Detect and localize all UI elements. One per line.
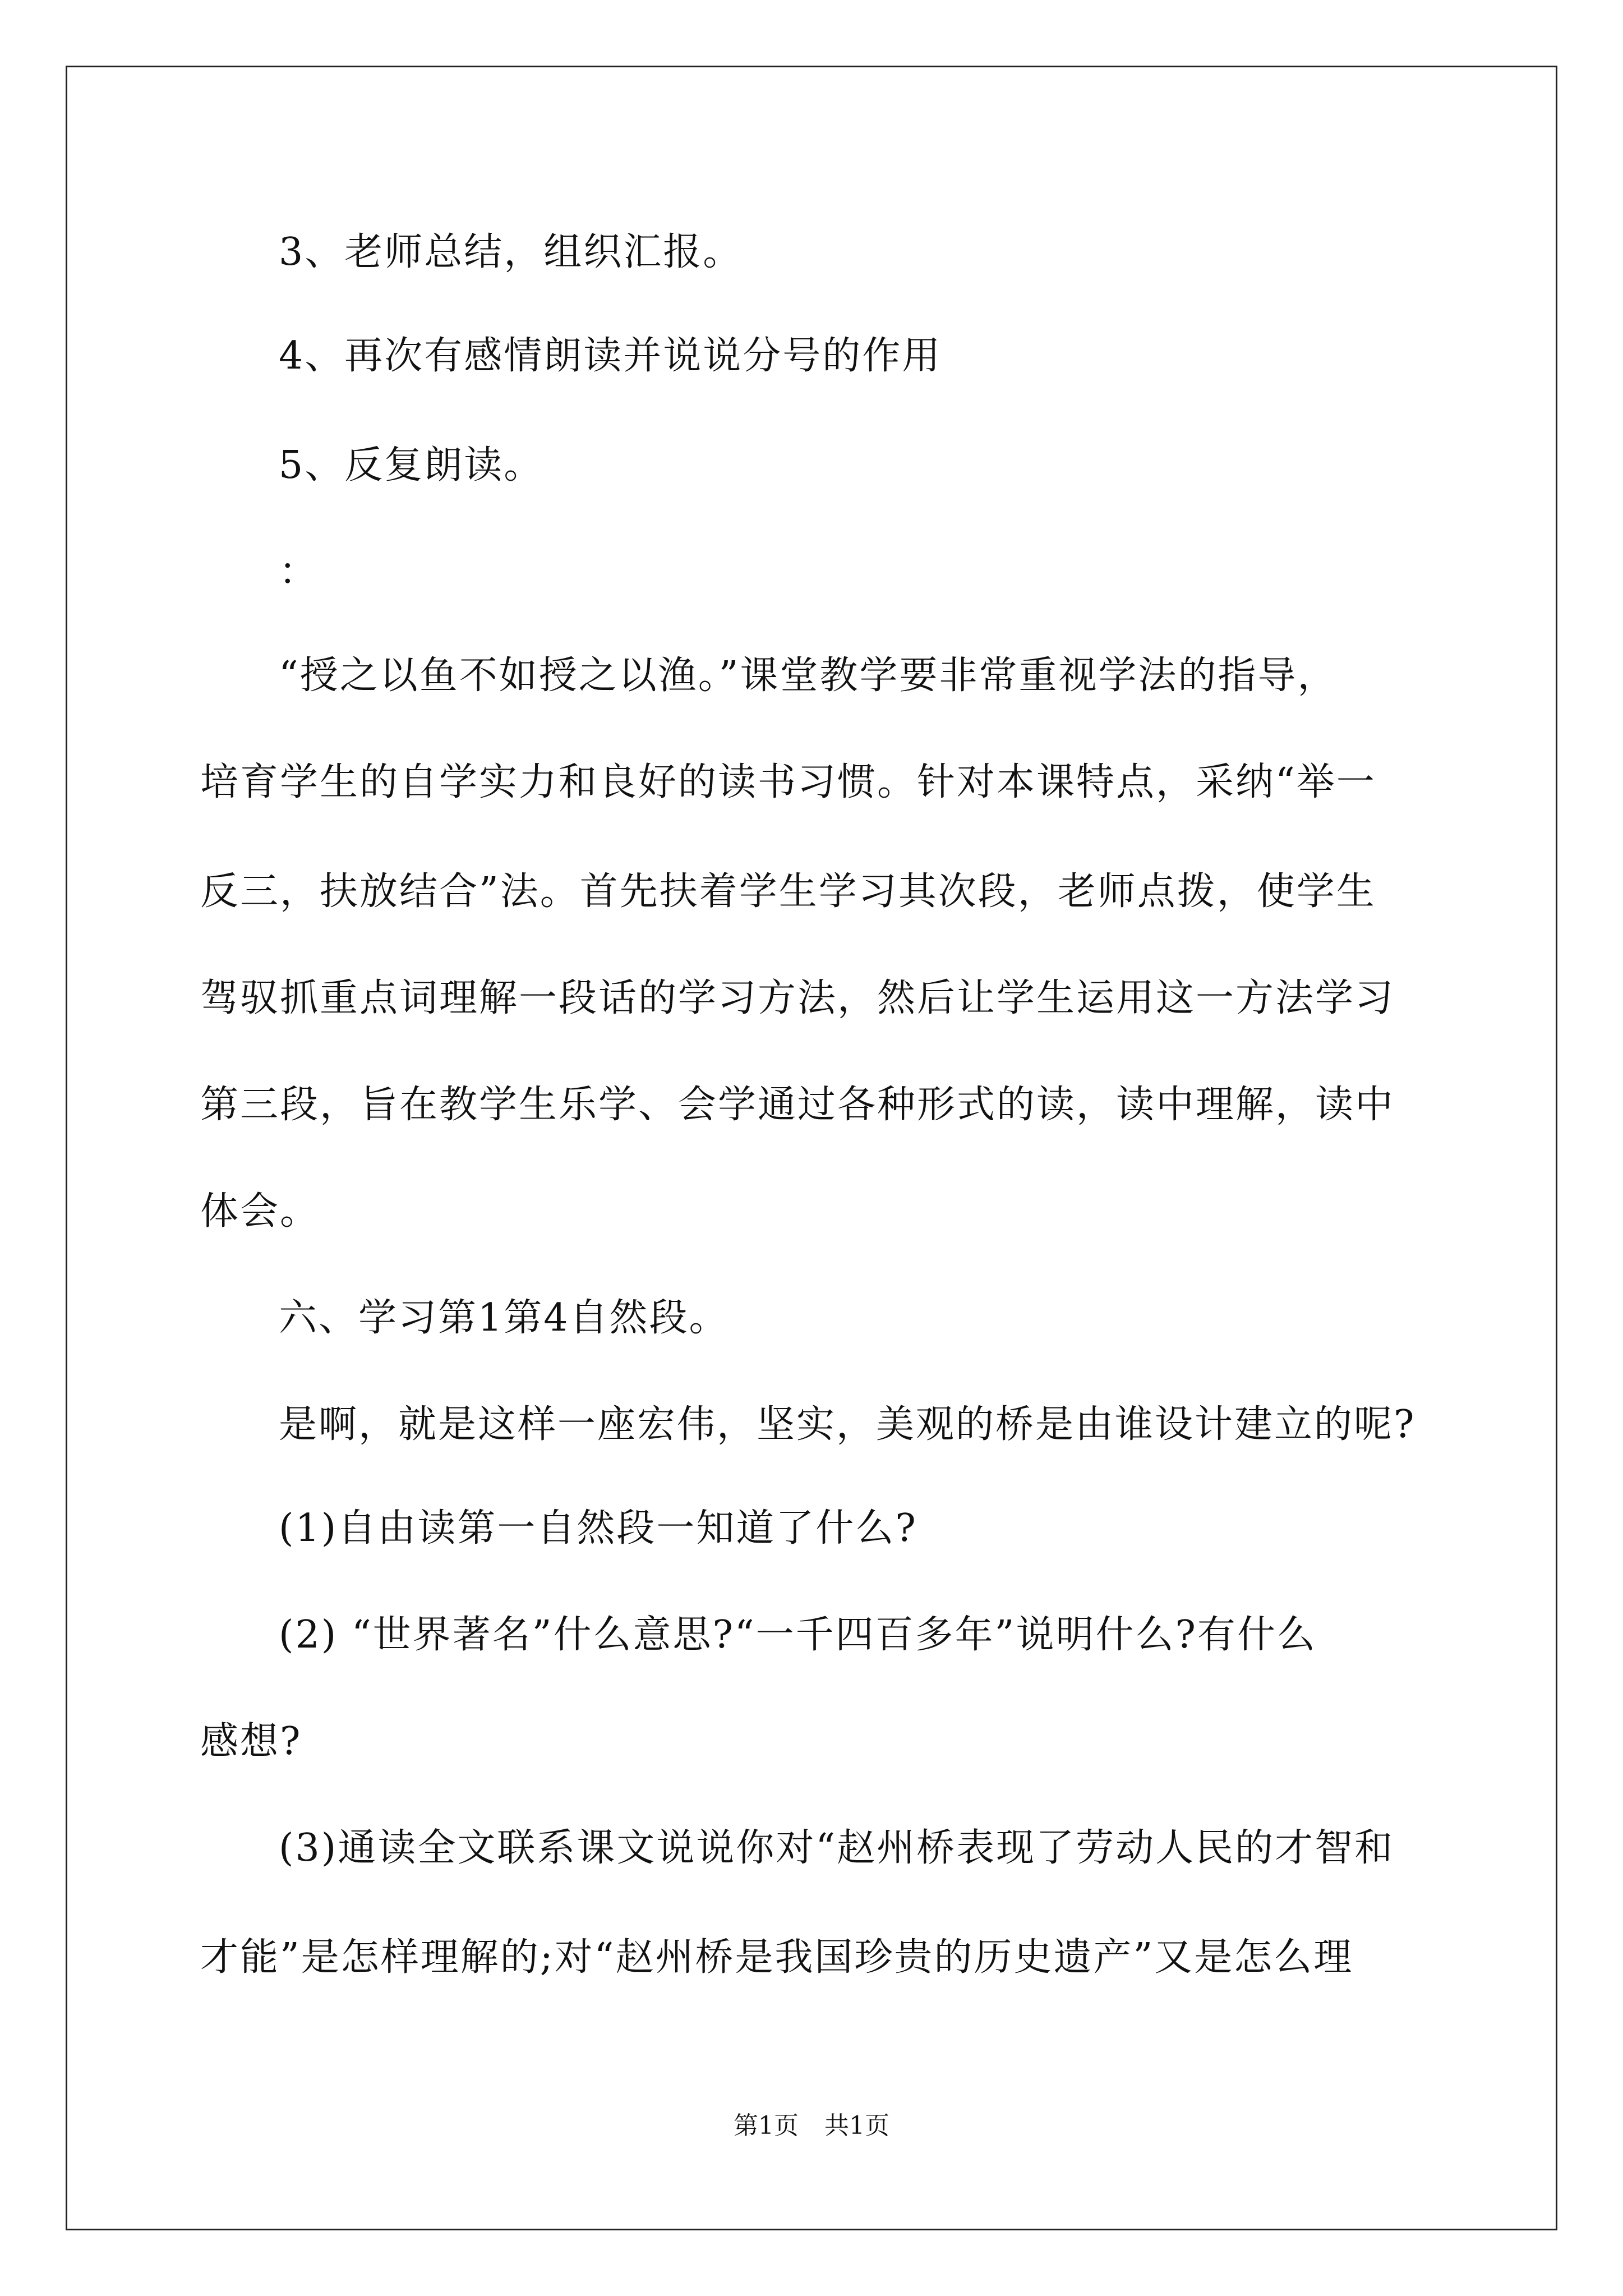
paragraph-line: 3、老师总结，组织汇报。: [279, 230, 743, 274]
paragraph-line: 驾驭抓重点词理解一段话的学习方法，然后让学生运用这一方法学习: [200, 976, 1395, 1020]
page-number: 第1页: [734, 2111, 799, 2140]
section-heading: 六、学习第1第4自然段。: [279, 1296, 729, 1340]
page-border: [66, 66, 1557, 2230]
paragraph-line: (2) “世界著名”什么意思?“一千四百多年”说明什么?有什么: [279, 1613, 1317, 1657]
paragraph-line: ：: [279, 550, 319, 594]
paragraph-line: (1)自由读第一自然段一知道了什么?: [279, 1506, 917, 1550]
page-footer: [0, 2109, 1623, 2143]
page-total: 共1页: [824, 2111, 889, 2140]
paragraph-line: 4、再次有感情朗读并说说分号的作用: [279, 334, 942, 378]
paragraph-line: 体会。: [200, 1189, 320, 1234]
paragraph-line: (3)通读全文联系课文说说你对“赵州桥表现了劳动人民的才智和: [279, 1826, 1395, 1870]
paragraph-line: 培育学生的自学实力和良好的读书习惯。针对本课特点，采纳“举一: [200, 760, 1376, 804]
paragraph-line: 才能”是怎样理解的;对“赵州桥是我国珍贵的历史遗产”又是怎么理: [200, 1935, 1354, 1980]
paragraph-line: 5、反复朗读。: [279, 443, 544, 487]
paragraph-line: 感想?: [200, 1719, 302, 1764]
paragraph-line: 是啊，就是这样一座宏伟，坚实，美观的桥是由谁设计建立的呢?: [279, 1402, 1416, 1447]
paragraph-line: “授之以鱼不如授之以渔。”课堂教学要非常重视学法的指导，: [279, 654, 1338, 698]
paragraph-line: 反三，扶放结合”法。首先扶着学生学习其次段，老师点拨，使学生: [200, 869, 1376, 914]
paragraph-line: 第三段，旨在教学生乐学、会学通过各种形式的读，读中理解，读中: [200, 1083, 1395, 1127]
